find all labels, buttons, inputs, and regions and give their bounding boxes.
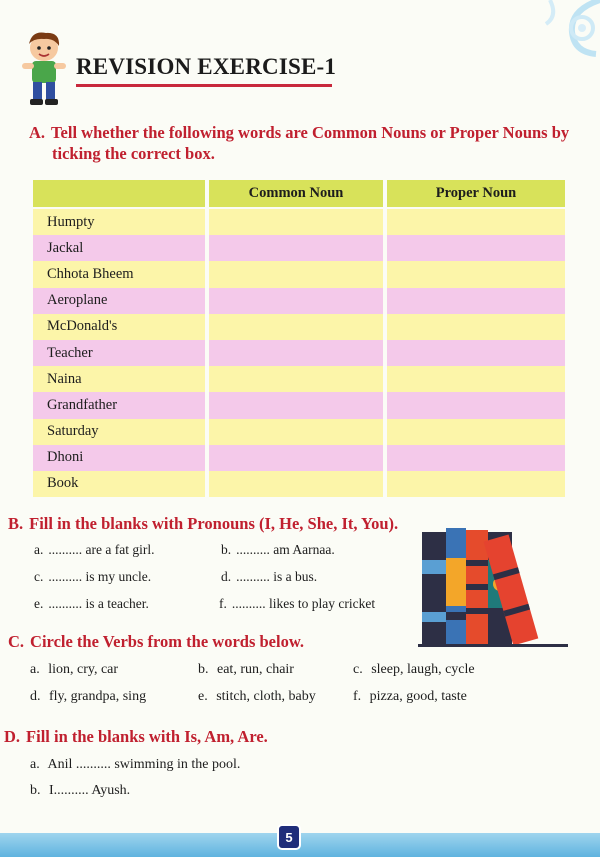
proper-noun-box[interactable] xyxy=(387,419,565,445)
common-noun-box[interactable] xyxy=(209,288,387,314)
word-cell: Naina xyxy=(33,366,209,392)
table-row xyxy=(33,340,565,366)
section-b-heading xyxy=(8,513,398,534)
title-underline xyxy=(76,84,332,87)
proper-noun-box[interactable] xyxy=(387,366,565,392)
proper-noun-box[interactable] xyxy=(387,314,565,340)
word-cell: Aeroplane xyxy=(33,288,209,314)
section-d-letter: D. xyxy=(4,727,21,746)
common-noun-box[interactable] xyxy=(209,471,387,497)
common-noun-box[interactable] xyxy=(209,445,387,471)
word-cell: Book xyxy=(33,471,209,497)
proper-noun-box[interactable] xyxy=(387,471,565,497)
table-row xyxy=(33,419,565,445)
word-cell: McDonald's xyxy=(33,314,209,340)
section-d-heading xyxy=(4,726,268,747)
verb-item-b: b. eat, run, chair xyxy=(198,662,294,677)
page-number: 5 xyxy=(277,824,301,850)
table-header-common: Common Noun xyxy=(209,180,387,207)
table-row xyxy=(33,445,565,471)
pronoun-item-c: c. .......... is my uncle. xyxy=(34,569,152,584)
table-header-row xyxy=(33,180,565,209)
verb-form-item-b: b. I.......... Ayush. xyxy=(30,783,131,798)
verb-item-d: d. fly, grandpa, sing xyxy=(30,689,147,704)
table-header-proper: Proper Noun xyxy=(387,180,565,207)
word-cell: Chhota Bheem xyxy=(33,261,209,287)
proper-noun-box[interactable] xyxy=(387,288,565,314)
section-c-heading xyxy=(8,631,304,652)
section-a-line2: ticking the correct box. xyxy=(52,144,215,163)
word-cell: Humpty xyxy=(33,209,209,235)
pronoun-item-d: d. .......... is a bus. xyxy=(221,569,318,584)
verb-item-c: c. sleep, laugh, cycle xyxy=(353,662,475,677)
proper-noun-box[interactable] xyxy=(387,261,565,287)
verb-item-f: f. pizza, good, taste xyxy=(353,689,467,704)
verb-item-e: e. stitch, cloth, baby xyxy=(198,689,316,704)
word-cell: Saturday xyxy=(33,419,209,445)
table-row xyxy=(33,235,565,261)
noun-table xyxy=(33,180,565,497)
books-illustration-icon xyxy=(418,520,578,648)
common-noun-box[interactable] xyxy=(209,209,387,235)
verb-item-a: a. lion, cry, car xyxy=(30,662,119,677)
pronoun-item-f: f. .......... likes to play cricket xyxy=(219,596,376,611)
section-c-text: Circle the Verbs from the words below. xyxy=(30,632,304,651)
section-b-text: Fill in the blanks with Pronouns (I, He, She, It, You). xyxy=(29,514,399,533)
table-row xyxy=(33,261,565,287)
page-title: REVISION EXERCISE-1 xyxy=(76,54,337,79)
section-c-letter: C. xyxy=(8,632,25,651)
pronoun-item-b: b. .......... am Aarnaa. xyxy=(221,542,335,557)
proper-noun-box[interactable] xyxy=(387,445,565,471)
table-row xyxy=(33,471,565,497)
table-row xyxy=(33,366,565,392)
common-noun-box[interactable] xyxy=(209,314,387,340)
pronoun-item-a: a. .......... are a fat girl. xyxy=(34,542,155,557)
common-noun-box[interactable] xyxy=(209,392,387,418)
table-row xyxy=(33,288,565,314)
section-a-heading xyxy=(29,122,589,164)
corner-swirl-icon xyxy=(510,0,600,70)
proper-noun-box[interactable] xyxy=(387,235,565,261)
verb-form-item-a: a. Anil .......... swimming in the pool. xyxy=(30,757,241,772)
proper-noun-box[interactable] xyxy=(387,392,565,418)
common-noun-box[interactable] xyxy=(209,235,387,261)
table-row xyxy=(33,392,565,418)
common-noun-box[interactable] xyxy=(209,419,387,445)
word-cell: Grandfather xyxy=(33,392,209,418)
table-header-word xyxy=(33,180,209,207)
word-cell: Dhoni xyxy=(33,445,209,471)
boy-cartoon-icon xyxy=(14,30,74,110)
proper-noun-box[interactable] xyxy=(387,340,565,366)
proper-noun-box[interactable] xyxy=(387,209,565,235)
section-a-letter: A. xyxy=(29,123,46,142)
section-a-line1: Tell whether the following words are Common Nouns or Proper Nouns by xyxy=(51,123,570,142)
table-row xyxy=(33,209,565,235)
common-noun-box[interactable] xyxy=(209,366,387,392)
word-cell: Teacher xyxy=(33,340,209,366)
table-row xyxy=(33,314,565,340)
common-noun-box[interactable] xyxy=(209,340,387,366)
word-cell: Jackal xyxy=(33,235,209,261)
section-d-text: Fill in the blanks with Is, Am, Are. xyxy=(26,727,268,746)
section-b-letter: B. xyxy=(8,514,24,533)
pronoun-item-e: e. .......... is a teacher. xyxy=(34,596,149,611)
common-noun-box[interactable] xyxy=(209,261,387,287)
